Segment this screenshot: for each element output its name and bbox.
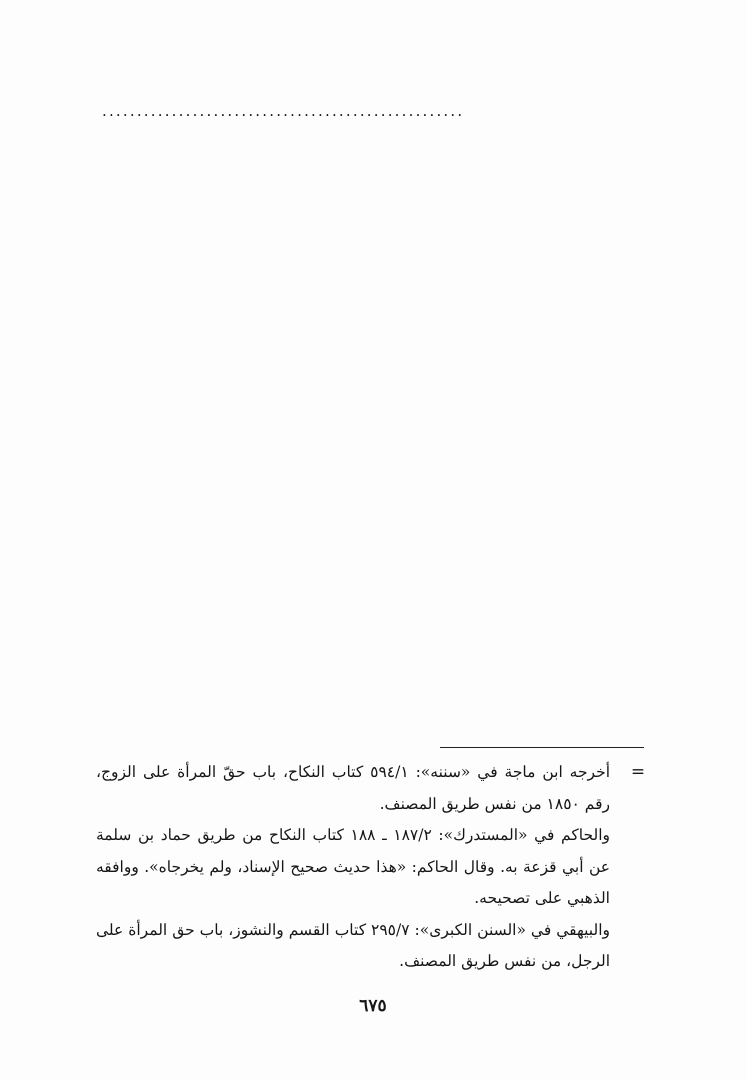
page-number: ٦٧٥ bbox=[359, 996, 387, 1016]
dotted-separator: .................................................... bbox=[102, 103, 465, 119]
footnote-continuation-mark: = bbox=[630, 762, 646, 782]
footnotes-block bbox=[96, 757, 610, 978]
footnote-rule bbox=[440, 747, 644, 748]
footnote-paragraph-ibn-majah: أخرجه ابن ماجة في «سننه»: ٥٩٤/١ كتاب النكاح، باب حقّ المرأة على الزوج، رقم ١٨٥٠ من نفس طريق المصنف. bbox=[96, 763, 610, 813]
footnote-paragraph-hakim: والحاكم في «المستدرك»: ١٨٧/٢ ـ ١٨٨ كتاب النكاح من طريق حماد بن سلمة عن أبي قزعة به. وقال الحاكم: «هذا حديث صحيح الإسناد، ولم يخرجاه». ووافقه الذهبي على تصحيحه. bbox=[96, 826, 610, 907]
footnote-paragraph-bayhaqi: والبيهقي في «السنن الكبرى»: ٢٩٥/٧ كتاب القسم والنشوز، باب حق المرأة على الرجل، من نفس طريق المصنف. bbox=[96, 920, 610, 970]
